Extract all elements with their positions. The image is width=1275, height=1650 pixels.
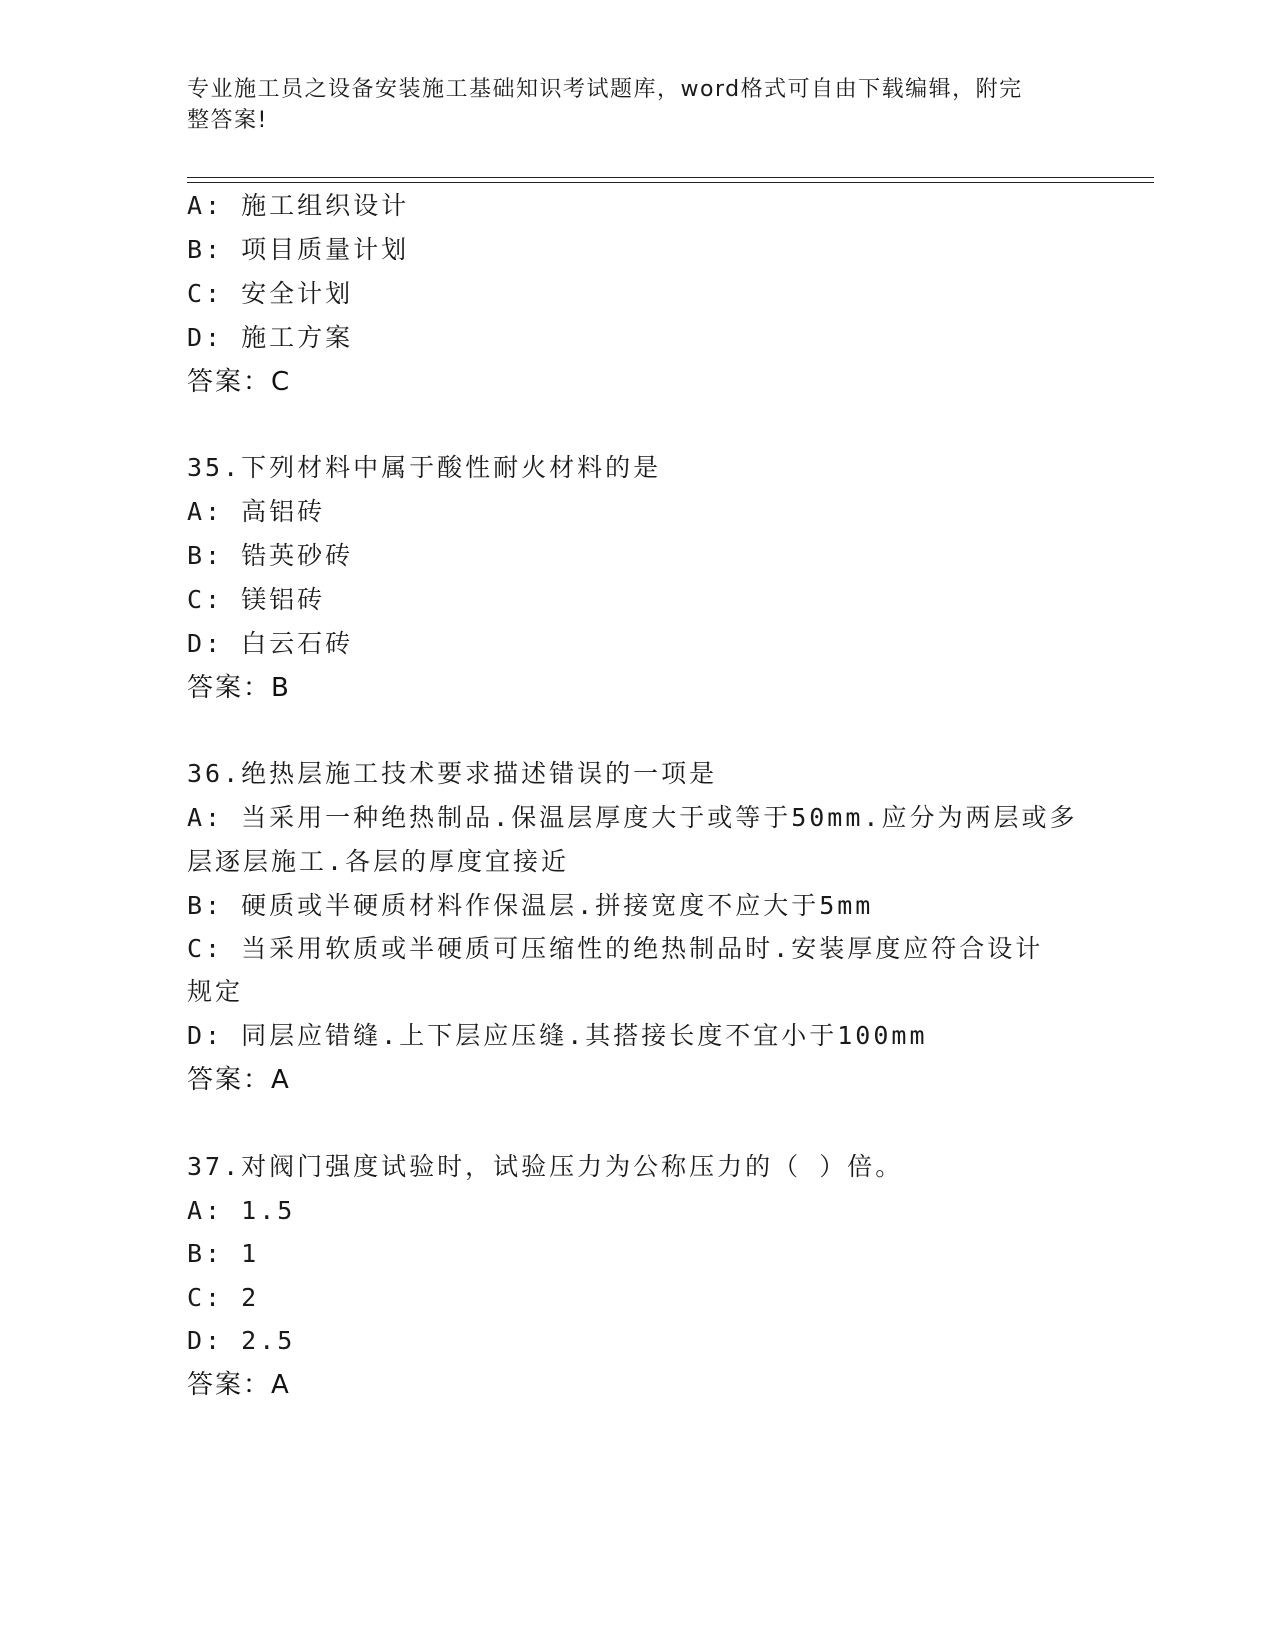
q36-option-b: B: 硬质或半硬质材料作保温层.拼接宽度不应大于5mm <box>187 891 874 920</box>
q36-option-c-line-2: 规定 <box>187 977 244 1006</box>
q34-answer: 答案：C <box>187 367 292 397</box>
q37-stem: 37.对阀门强度试验时，试验压力为公称压力的（ ）倍。 <box>187 1152 904 1181</box>
q34-option-b: B: 项目质量计划 <box>187 235 410 264</box>
q34-option-d: D: 施工方案 <box>187 323 354 352</box>
q36-option-c-line-1: C: 当采用软质或半硬质可压缩性的绝热制品时.安装厚度应符合设计 <box>187 934 1044 963</box>
q34-option-a: A: 施工组织设计 <box>187 191 410 220</box>
q36-option-d: D: 同层应错缝.上下层应压缝.其搭接长度不宜小于100mm <box>187 1021 928 1050</box>
header-divider-bottom <box>187 182 1154 183</box>
q37-option-b: B: 1 <box>187 1239 260 1268</box>
q35-option-c: C: 镁铝砖 <box>187 585 326 614</box>
header-line-2: 整答案! <box>187 108 268 133</box>
q35-stem: 35.下列材料中属于酸性耐火材料的是 <box>187 453 662 482</box>
q36-option-a-line-1: A: 当采用一种绝热制品.保温层厚度大于或等于50mm.应分为两层或多 <box>187 803 1078 832</box>
q35-answer: 答案：B <box>187 673 291 703</box>
document-header <box>187 74 1067 136</box>
q36-answer: 答案：A <box>187 1065 291 1095</box>
q37-option-a: A: 1.5 <box>187 1196 296 1225</box>
q36-stem: 36.绝热层施工技术要求描述错误的一项是 <box>187 759 718 788</box>
q35-option-d: D: 白云石砖 <box>187 629 354 658</box>
header-line-1: 专业施工员之设备安装施工基础知识考试题库，word格式可自由下载编辑，附完 <box>187 77 1023 102</box>
q36-option-a-line-2: 层逐层施工.各层的厚度宜接近 <box>187 847 570 876</box>
q37-option-d: D: 2.5 <box>187 1326 296 1355</box>
q35-option-a: A: 高铝砖 <box>187 497 326 526</box>
q37-answer: 答案：A <box>187 1370 291 1400</box>
q37-option-c: C: 2 <box>187 1283 260 1312</box>
q34-option-c: C: 安全计划 <box>187 279 354 308</box>
q35-option-b: B: 锆英砂砖 <box>187 541 354 570</box>
header-divider-top <box>187 177 1154 178</box>
